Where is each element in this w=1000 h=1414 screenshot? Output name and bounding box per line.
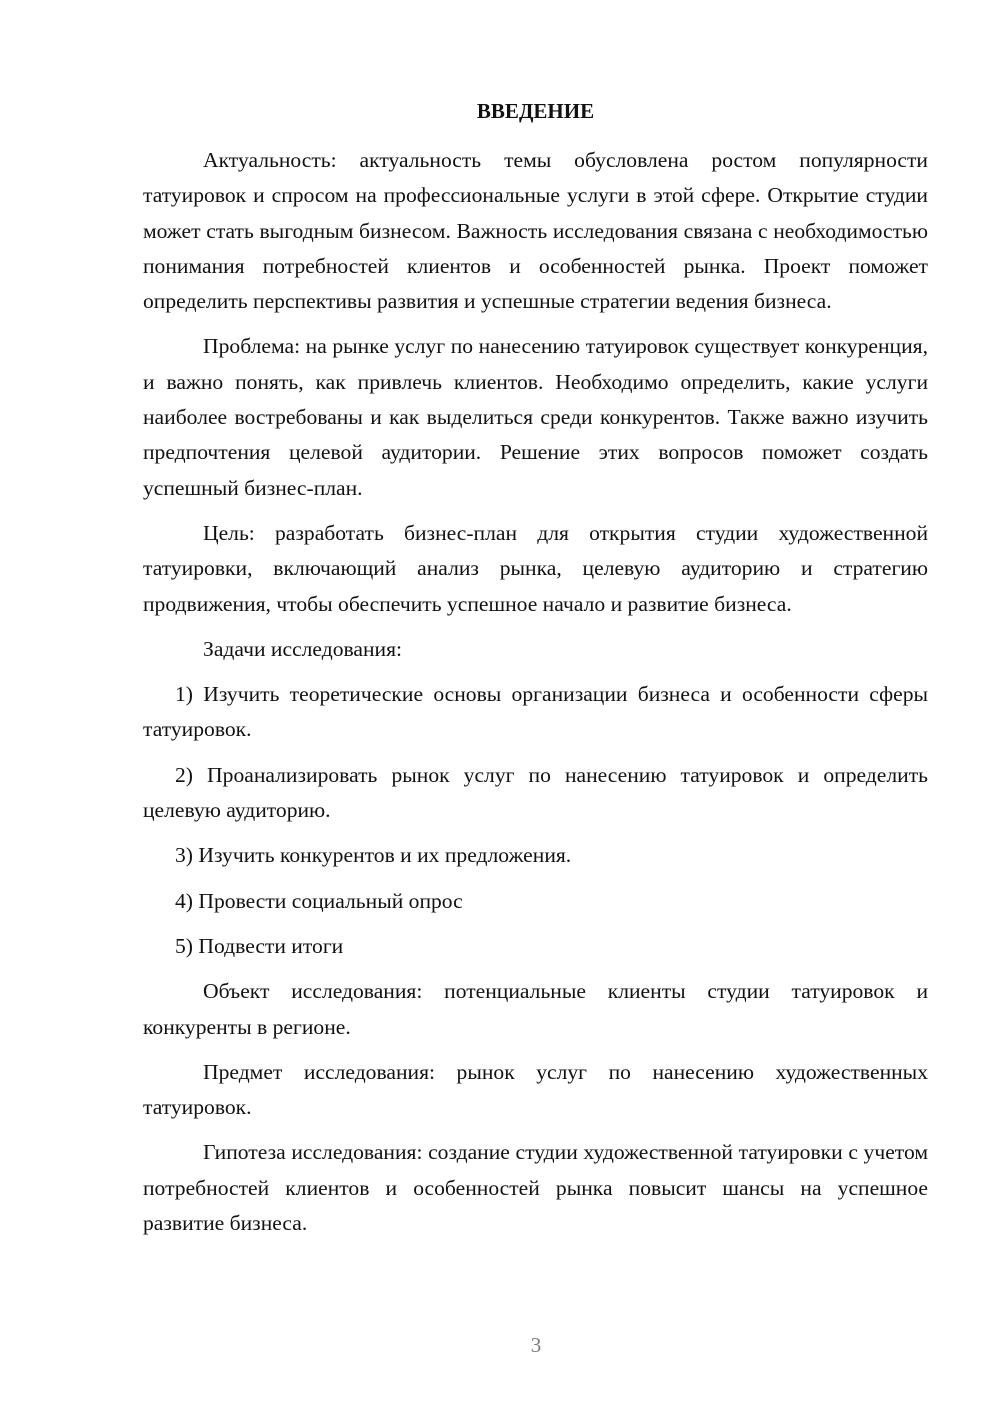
task-item-1: 1) Изучить теоретические основы организации бизнеса и особенности сферы татуировок. xyxy=(143,682,928,742)
task-item-3: 3) Изучить конкурентов и их предложения. xyxy=(175,843,572,868)
task-item-5: 5) Подвести итоги xyxy=(175,933,344,958)
paragraph-problem: Проблема: на рынке услуг по нанесению татуировок существует конкуренция, и важно понять, как привлечь клиентов. Необходимо определить, какие услуги наиболее востребованы и как выделиться среди конкурентов. Также важно изучить предпочтения целевой аудитории. Решение этих вопросов поможет создать успешный бизнес-план. xyxy=(143,334,928,500)
page-content xyxy=(143,94,928,1251)
paragraph-relevance: Актуальность: актуальность темы обусловлена ростом популярности татуировок и спросом на профессиональные услуги в этой сфере. Открытие студии может стать выгодным бизнесом. Важность исследования связана с необходимостью понимания потребностей клиентов и особенностей рынка. Проект поможет определить перспективы развития и успешные стратегии ведения бизнеса. xyxy=(143,148,928,314)
paragraph-goal: Цель: разработать бизнес-план для открытия студии художественной татуировки, включающий анализ рынка, целевую аудиторию и стратегию продвижения, чтобы обеспечить успешное начало и развитие бизнеса. xyxy=(143,520,928,616)
task-item-2: 2) Проанализировать рынок услуг по нанесению татуировок и определить целевую аудиторию. xyxy=(143,762,928,823)
section-heading: ВВЕДЕНИЕ xyxy=(476,99,595,123)
paragraph-object: Объект исследования: потенциальные клиенты студии татуировок и конкуренты в регионе. xyxy=(143,979,928,1039)
paragraph-hypothesis: Гипотеза исследования: создание студии художественной татуировки с учетом потребностей клиентов и особенностей рынка повысит шансы на успешное развитие бизнеса. xyxy=(143,1140,928,1236)
paragraph-subject: Предмет исследования: рынок услуг по нанесению художественных татуировок. xyxy=(143,1059,928,1120)
task-item-4: 4) Провести социальный опрос xyxy=(175,888,463,913)
page-number: 3 xyxy=(530,1333,542,1357)
paragraph-tasks-title: Задачи исследования: xyxy=(203,636,403,661)
